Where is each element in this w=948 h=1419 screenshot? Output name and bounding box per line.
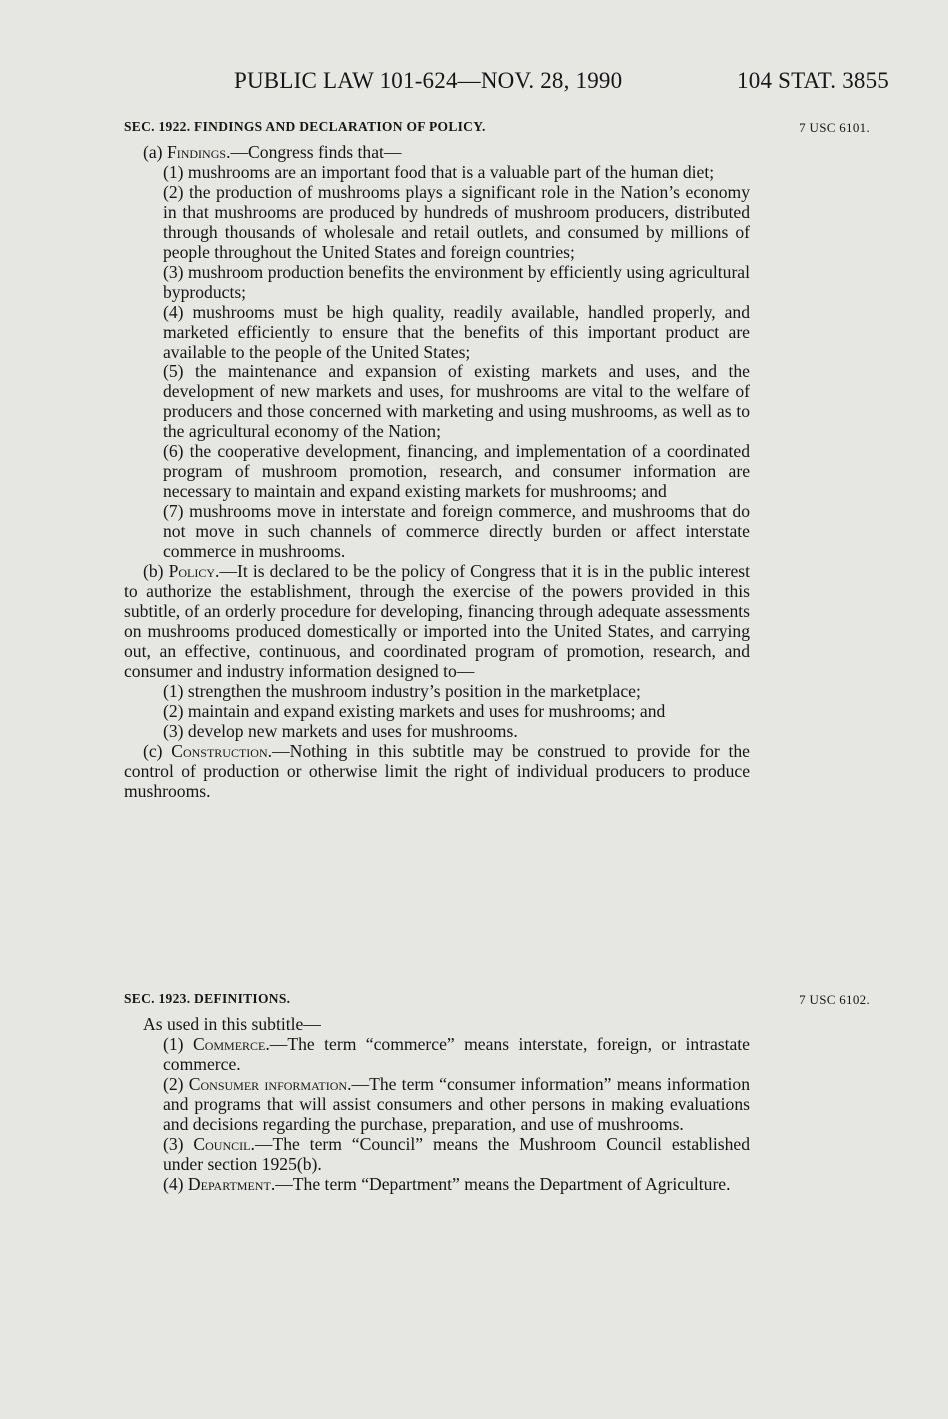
subsection-a-head: Findings [166, 142, 227, 162]
policy-item-2: (2) maintain and expand existing markets and uses for mushrooms; and [163, 700, 666, 721]
finding-4: (4) mushrooms must be high quality, readily available, handled properly, and marketed efficiently to ensure that the benefits of this important product are available to the people of the United States; [163, 301, 750, 362]
finding-3: (3) mushroom production benefits the environment by efficiently using agricultural byproducts; [163, 261, 750, 302]
section-1922-margin-note: 7 USC 6101. [799, 120, 870, 135]
law-title: PUBLIC LAW 101-624—NOV. 28, 1990 [234, 68, 623, 93]
finding-1: (1) mushrooms are an important food that is a valuable part of the human diet; [163, 161, 715, 182]
definition-department: (4) Department.—The term “Department” means the Department of Agriculture. [163, 1173, 731, 1194]
section-1923-heading: SEC. 1923. DEFINITIONS. [124, 991, 291, 1006]
subsection-c-construction: (c) Construction.—Nothing in this subtitle may be construed to provide for the control of production or otherwise limit the right of individual producers to produce mushrooms. [124, 740, 750, 801]
finding-2: (2) the production of mushrooms plays a significant role in the Nation’s economy in that mushrooms are produced by hundreds of mushroom producers, distributed through thousands of wholesale and retail outlets, and consumed by millions of people throughout the United States and foreign countries; [163, 181, 750, 262]
section-1923-body [124, 1015, 750, 1195]
stat-citation: 104 STAT. 3855 [737, 68, 889, 93]
finding-6: (6) the cooperative development, financing, and implementation of a coordinated program of mushroom promotion, research, and consumer information are necessary to maintain and expand existing markets for mushrooms; and [163, 441, 750, 502]
page-header [0, 68, 948, 100]
definitions-intro: As used in this subtitle— [143, 1014, 321, 1034]
definition-consumer-information: (2) Consumer information.—The term “consumer information” means information and programs that will assist consumers and other persons in making evaluations and decisions regarding the purchase, preparation, and use of mushrooms. [163, 1073, 750, 1134]
section-1922-body [124, 143, 750, 801]
subsection-b-policy: (b) Policy.—It is declared to be the policy of Congress that it is in the public interest to authorize the establishment, through the exercise of the powers provided in this subtitle, of an orderly procedure for developing, financing through adequate assessments on mushrooms produced domestically or imported into the United States, and carrying out, an effective, continuous, and coordinated program of promotion, research, and consumer and industry information designed to— [124, 561, 750, 681]
finding-7: (7) mushrooms move in interstate and foreign commerce, and mushrooms that do not move in such channels of commerce directly burden or affect interstate commerce in mushrooms. [163, 501, 750, 562]
finding-5: (5) the maintenance and expansion of existing markets and uses, and the development of new markets and uses, for mushrooms are vital to the welfare of producers and those concerned with marketing and using mushrooms, as well as to the agricultural economy of the Nation; [163, 361, 750, 442]
section-1923-margin-note: 7 USC 6102. [799, 992, 870, 1007]
subsection-c-head: Construction [171, 740, 268, 761]
policy-item-3: (3) develop new markets and uses for mushrooms. [163, 720, 518, 741]
definition-commerce: (1) Commerce.—The term “commerce” means interstate, foreign, or intrastate commerce. [163, 1033, 750, 1074]
subsection-a-findings: (a) Findings.—Congress finds that— [143, 142, 402, 162]
section-1922-heading: SEC. 1922. FINDINGS AND DECLARATION OF POLICY. [124, 119, 486, 134]
subsection-b-head: Policy [168, 561, 216, 582]
definition-council: (3) Council.—The term “Council” means the Mushroom Council established under section 1925(b). [163, 1133, 750, 1174]
policy-item-1: (1) strengthen the mushroom industry’s position in the marketplace; [163, 680, 641, 701]
